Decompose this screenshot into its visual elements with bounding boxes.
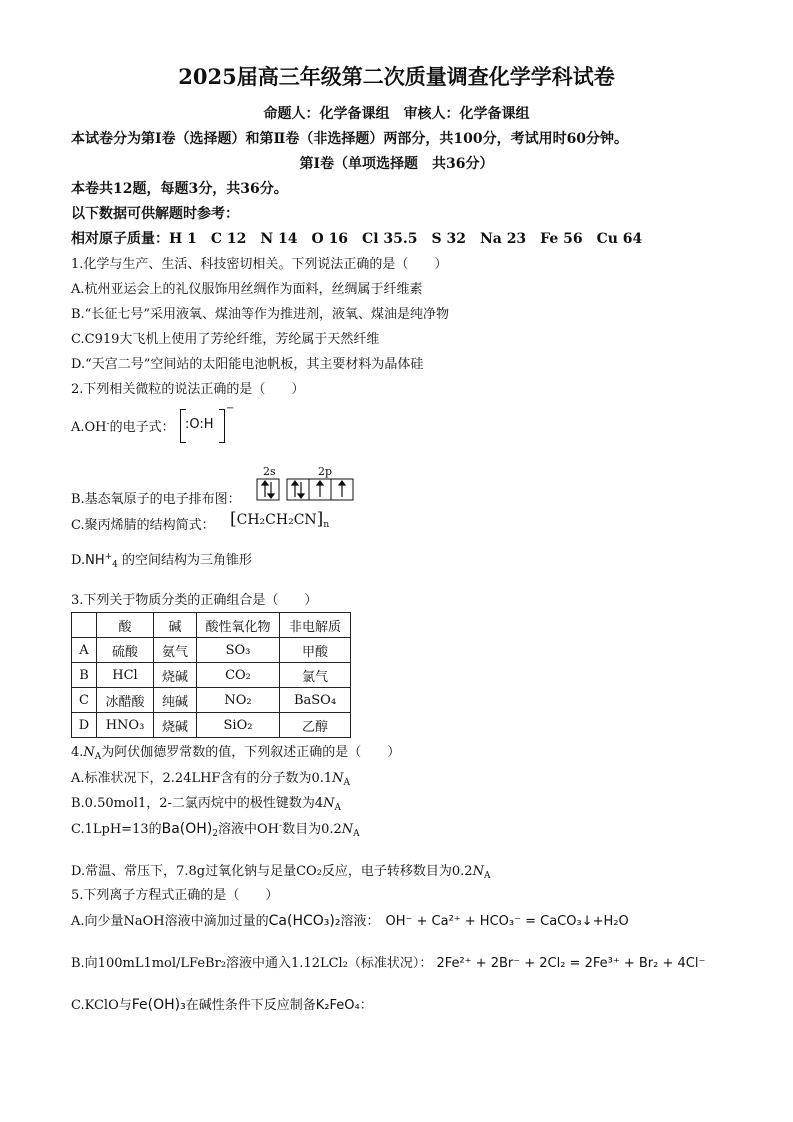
q2-option-c: C.聚丙烯腈的结构简式：	[71, 518, 215, 533]
table-header-cell: 酸	[97, 613, 154, 638]
table-cell: 冰醋酸	[97, 688, 154, 713]
q5-stem: 5.下列离子方程式正确的是（ ）	[71, 888, 279, 903]
q2-a-label: A.OH	[71, 420, 107, 435]
table-row	[72, 713, 351, 738]
classification-table	[71, 612, 351, 738]
ammonium-charge: +	[104, 552, 113, 562]
q5-c-end: ：	[359, 998, 373, 1013]
ammonium-ion: NH	[85, 553, 105, 568]
q4-c-mid: 溶液中OH	[218, 822, 280, 837]
data-note: 以下数据可供解题时参考：	[71, 206, 239, 222]
q4-b-text: B.0.50mol1，2-二氯丙烷中的极性键数为4	[71, 796, 324, 811]
table-header-cell: 酸性氧化物	[197, 613, 280, 638]
q4-option-b	[71, 796, 341, 812]
q4-c-text: C.1LpH=13的	[71, 822, 162, 837]
electron-dot-formula	[180, 403, 235, 443]
na-sub: A	[334, 803, 342, 813]
barium-hydroxide: Ba(OH)	[161, 821, 213, 837]
q4-stem-text: 为阿伏伽德罗常数的值，下列叙述正确的是（ ）	[101, 745, 401, 760]
na-symbol: N	[83, 745, 95, 760]
table-header-cell	[72, 613, 97, 638]
q5-b-text: B.向100mL1mol/LFeBr₂溶液中通入1.12LCl₂（标准状况）：	[71, 956, 433, 971]
table-row	[72, 688, 351, 713]
q2-stem: 2.下列相关微粒的说法正确的是（ ）	[71, 382, 305, 397]
q4-option-d	[71, 864, 490, 880]
ammonium-sub: 4	[112, 560, 118, 570]
na-sub: A	[94, 752, 102, 762]
q4-number: 4.	[71, 745, 84, 760]
na-sub: A	[343, 778, 351, 788]
orbital-box-2p-1	[287, 479, 309, 500]
q4-c-end: 数目为0.2	[282, 822, 342, 837]
q3-stem: 3.下列关于物质分类的正确组合是（ ）	[71, 593, 318, 608]
q5-option-b	[71, 956, 705, 972]
q1-option-a: A.杭州亚运会上的礼仪服饰用丝绸作为面料，丝绸属于纤维素	[71, 282, 423, 297]
table-cell: HCl	[97, 663, 154, 688]
na-symbol: N	[323, 796, 335, 811]
q2-d-label: D.	[71, 553, 86, 568]
q2-option-a	[71, 420, 175, 436]
orbital-box-2s	[257, 479, 279, 500]
table-cell: SO₃	[197, 638, 280, 663]
table-cell: 甲酸	[280, 638, 351, 663]
table-cell: NO₂	[197, 688, 280, 713]
q2-a-tail: 的电子式：	[109, 420, 175, 435]
oh-dot-formula: :O:H	[185, 417, 214, 432]
orbital-2s-label: 2s	[263, 465, 276, 478]
q1-option-d: D.“天宫二号”空间站的太阳能电池帆板，其主要材料为晶体硅	[71, 357, 424, 372]
q5-a-equation: OH⁻ + Ca²⁺ + HCO₃⁻ = CaCO₃↓+H₂O	[385, 914, 629, 929]
hydroxide-charge: -	[279, 821, 283, 831]
oh-charge: −	[226, 403, 235, 414]
q1-option-b: B.“长征七号”采用液氧、煤油等作为推进剂，液氧、煤油是纯净物	[71, 307, 449, 322]
table-row	[72, 663, 351, 688]
q5-a-text: A.向少量NaOH溶液中滴加过量的	[71, 914, 269, 929]
q2-a-sup: -	[106, 419, 110, 429]
na-sub: A	[353, 829, 360, 839]
exam-title: 2025届高三年级第二次质量调查化学学科试卷	[178, 64, 615, 89]
table-cell: SiO₂	[197, 713, 280, 738]
pan-unit: CH₂CH₂CN	[236, 512, 317, 528]
table-cell: HNO₃	[97, 713, 154, 738]
na-sub: A	[483, 871, 491, 881]
pan-n: n	[323, 520, 330, 530]
orbital-2p-label: 2p	[318, 465, 333, 478]
q2-option-b: B.基态氧原子的电子排布图：	[71, 492, 241, 507]
calcium-bicarbonate: Ca(HCO₃)₂	[268, 913, 341, 929]
table-cell: A	[72, 638, 97, 663]
atomic-masses: 相对原子质量：H 1 C 12 N 14 O 16 Cl 35.5 S 32 Na 23 Fe 56 Cu 64	[71, 231, 643, 247]
table-cell: 氯气	[280, 663, 351, 688]
exam-authors: 命题人：化学备课组 审核人：化学备课组	[263, 106, 530, 122]
q2-d-tail: 的空间结构为三角锥形	[117, 553, 253, 568]
table-cell: B	[72, 663, 97, 688]
q5-c-mid: 在碱性条件下反应制备	[185, 998, 316, 1013]
q4-stem	[71, 745, 400, 761]
table-cell: D	[72, 713, 97, 738]
q4-a-text: A.标准状况下，2.24LHF含有的分子数为0.1	[71, 771, 333, 786]
table-cell: 烧碱	[154, 713, 197, 738]
part1-info: 本卷共12题，每题3分，共36分。	[71, 181, 288, 197]
table-cell: 硫酸	[97, 638, 154, 663]
iron-hydroxide: Fe(OH)₃	[131, 997, 186, 1013]
table-header-cell: 非电解质	[280, 613, 351, 638]
potassium-ferrate: K₂FeO₄	[315, 998, 360, 1013]
na-symbol: N	[472, 864, 484, 879]
q2-option-d	[71, 553, 252, 569]
part1-heading: 第Ⅰ卷（单项选择题 共36分）	[299, 156, 494, 172]
table-row	[72, 638, 351, 663]
formula-sub: 2	[212, 829, 219, 839]
table-cell: 纯碱	[154, 688, 197, 713]
table-cell: CO₂	[197, 663, 280, 688]
table-cell: 氨气	[154, 638, 197, 663]
q5-a-mid: 溶液：	[340, 914, 380, 929]
polyacrylonitrile-formula: $[CH_2CH_2CN]_n$	[230, 509, 330, 530]
table-header-row	[72, 613, 351, 638]
q4-option-a	[71, 771, 350, 787]
q5-c-text: C.KClO与	[71, 998, 132, 1013]
table-cell: 烧碱	[154, 663, 197, 688]
q5-option-c	[71, 997, 373, 1014]
exam-intro: 本试卷分为第Ⅰ卷（选择题）和第Ⅱ卷（非选择题）两部分，共100分，考试用时60分钟。	[71, 131, 629, 147]
q1-option-c: C.C919大飞机上使用了芳纶纤维，芳纶属于天然纤维	[71, 332, 380, 347]
q1-stem: 1.化学与生产、生活、科技密切相关。下列说法正确的是（ ）	[71, 257, 448, 272]
orbital-diagram	[256, 478, 360, 502]
q5-option-a	[71, 913, 629, 930]
na-symbol: N	[332, 771, 344, 786]
table-header-cell: 碱	[154, 613, 197, 638]
table-cell: C	[72, 688, 97, 713]
table-cell: BaSO₄	[280, 688, 351, 713]
na-symbol: N	[341, 822, 354, 837]
q4-option-c	[71, 821, 360, 838]
q4-d-text: D.常温、常压下，7.8g过氧化钠与足量CO₂反应，电子转移数目为0.2	[71, 864, 473, 879]
q5-b-equation: 2Fe²⁺ + 2Br⁻ + 2Cl₂ = 2Fe³⁺ + Br₂ + 4Cl⁻	[436, 956, 706, 971]
table-cell: 乙醇	[280, 713, 351, 738]
